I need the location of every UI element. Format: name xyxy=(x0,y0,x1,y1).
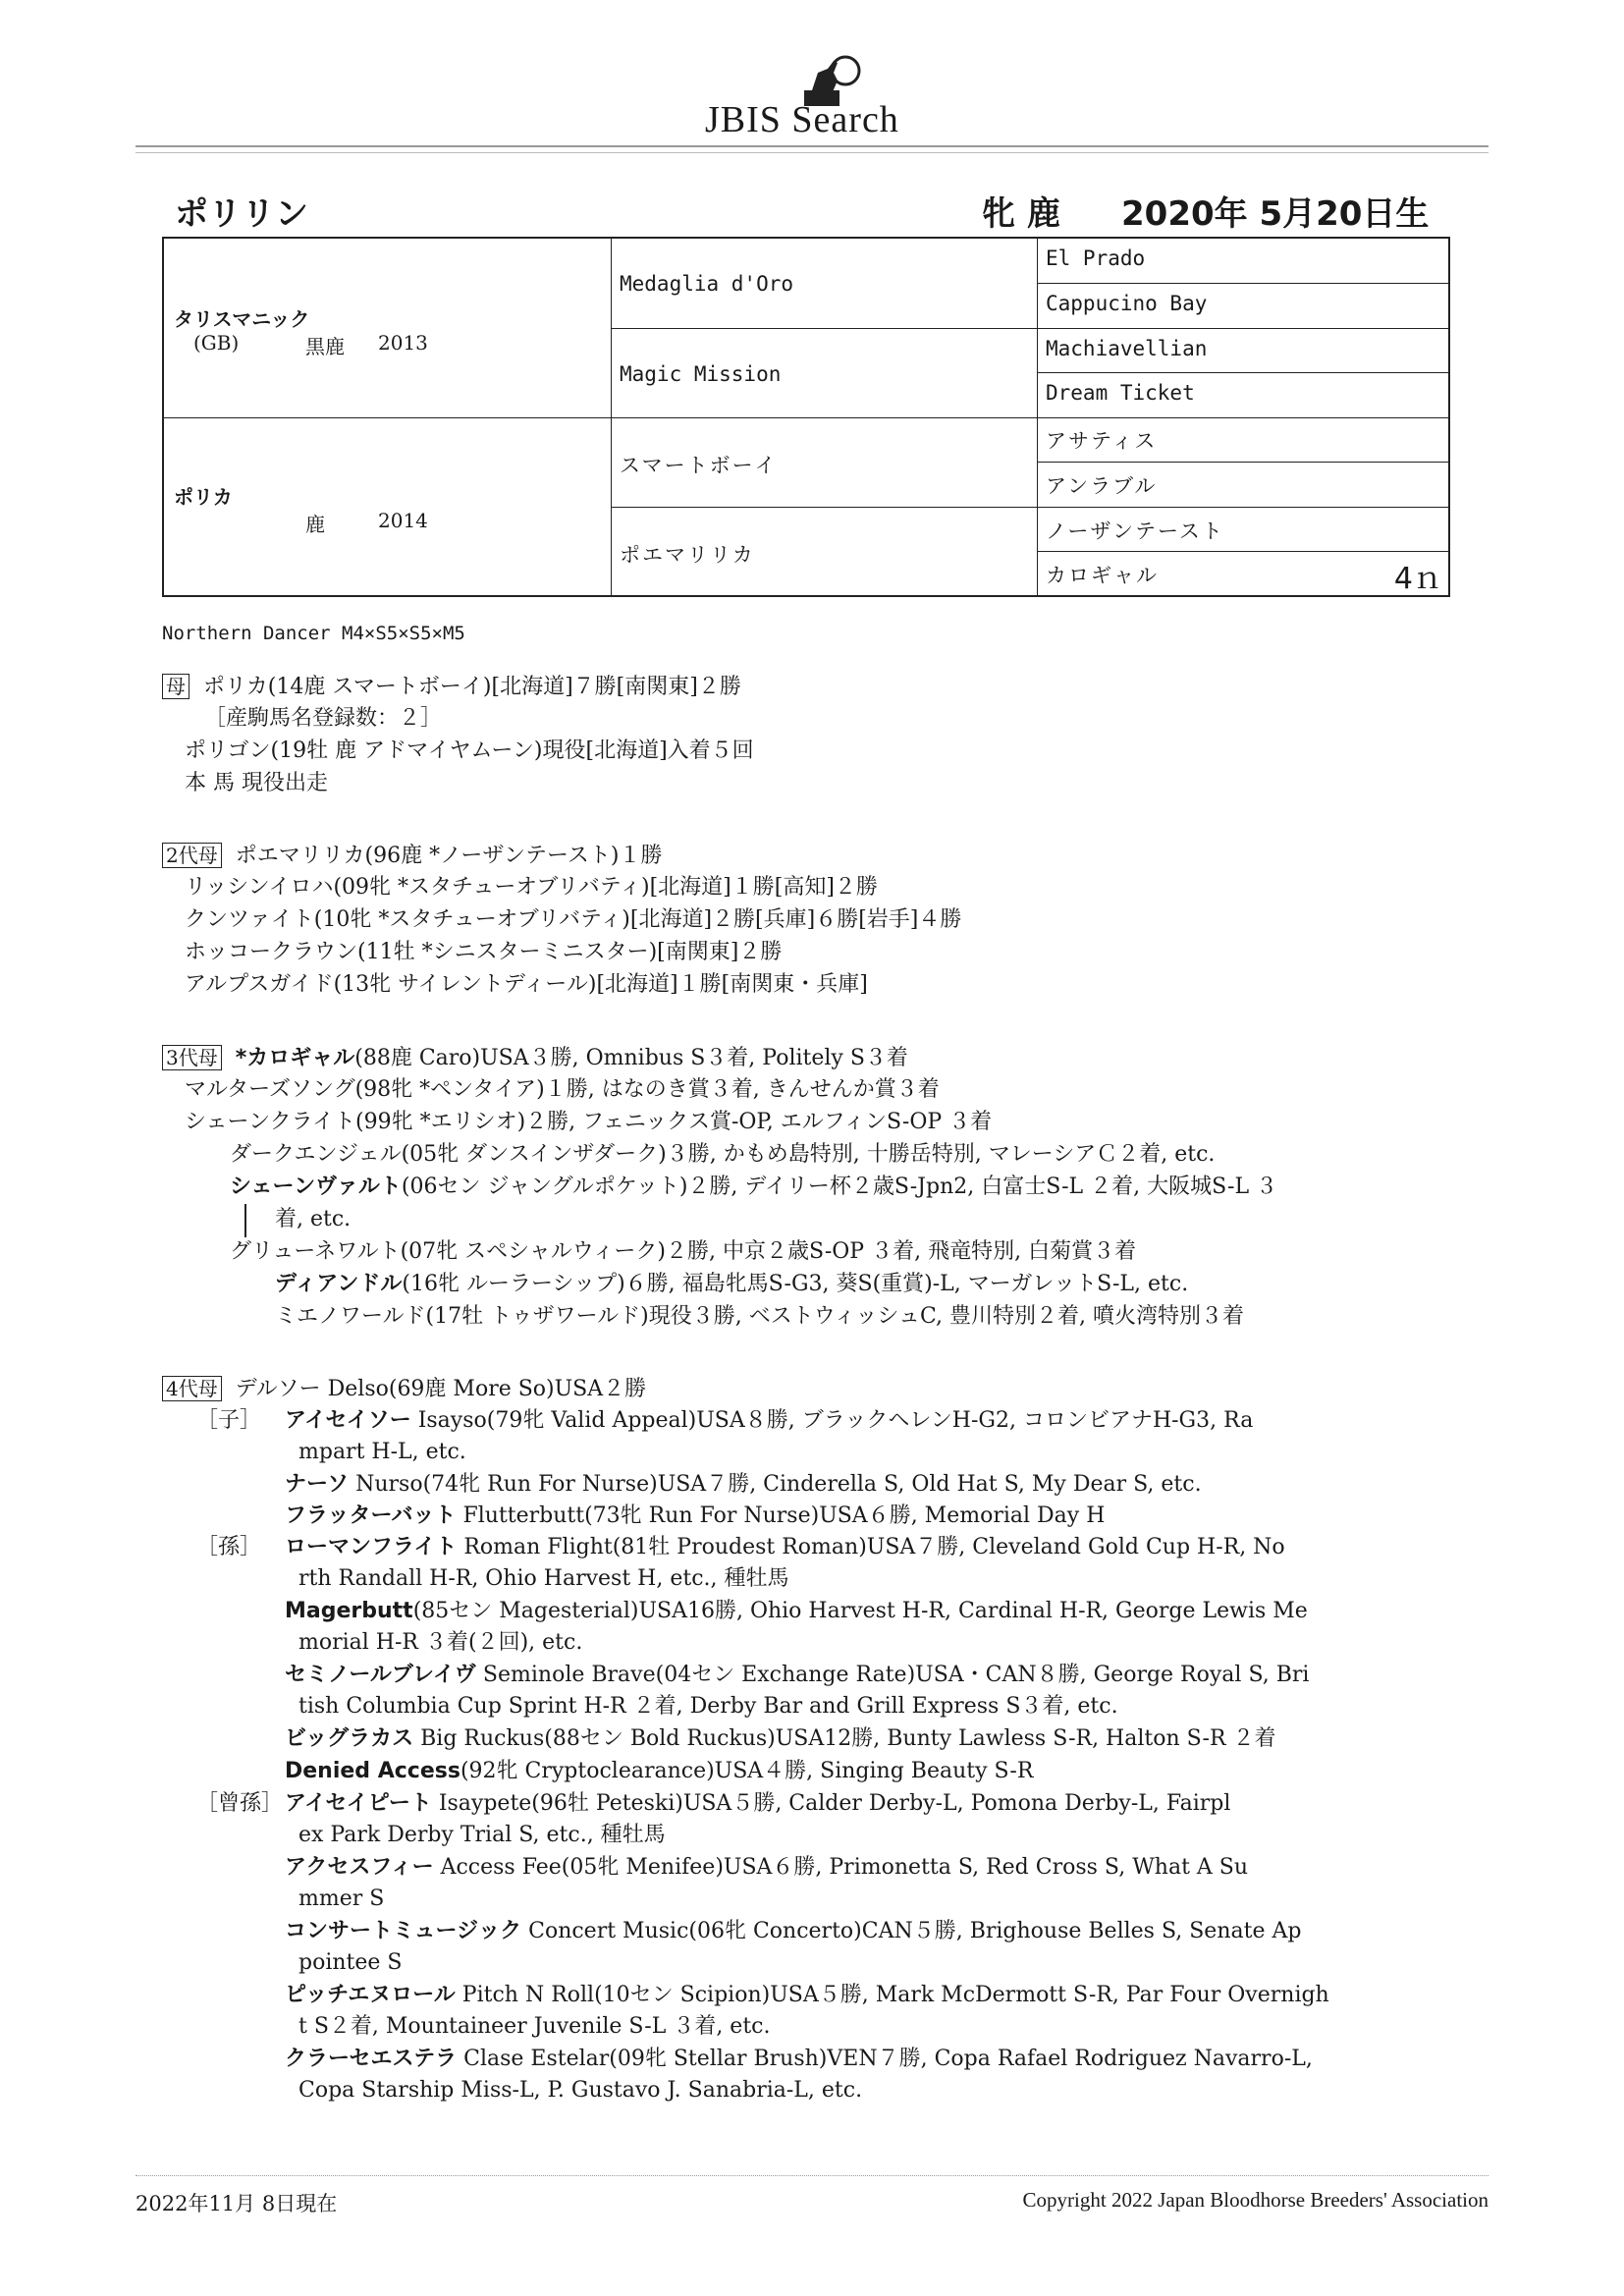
sire-cell xyxy=(164,239,612,418)
gen3-name[interactable]: Dream Ticket xyxy=(1046,381,1195,405)
descendant-line: Copa Starship Miss-L, P. Gustavo J. Sanabria-L, etc. xyxy=(298,2078,863,2103)
gen3-cell xyxy=(1038,373,1448,418)
fourth-dam-section-head xyxy=(162,1374,646,1404)
gen2-cell xyxy=(612,508,1038,595)
line-text: Isaypete(96牡 Peteski)USA５勝, Calder Derby-L, Pomona Derby-L, Fairpl xyxy=(431,1791,1231,1816)
section-line: ポエマリリカ(96鹿 *ノーザンテースト)１勝 xyxy=(235,844,663,868)
descendant-line: t S２着, Mountaineer Juvenile S-L ３着, etc. xyxy=(298,2014,771,2039)
gen3-cell xyxy=(1038,552,1448,595)
dam-section-head xyxy=(162,672,741,702)
bold-name: フラッターバット xyxy=(285,1503,457,1528)
gen3-name[interactable]: ノーザンテースト xyxy=(1046,519,1224,543)
gen3-cell xyxy=(1038,418,1448,463)
bold-name: ビッグラカス xyxy=(285,1726,414,1751)
gen3-cell xyxy=(1038,284,1448,329)
gen3-name[interactable]: El Prado xyxy=(1046,246,1146,270)
sire-year: 2013 xyxy=(378,331,428,355)
gen2-sire-dam[interactable]: Magic Mission xyxy=(620,362,782,386)
line-text: (85セン Magesterial)USA16勝, Ohio Harvest H-R, Cardinal H-R, George Lewis Me xyxy=(412,1599,1308,1623)
descendant-line xyxy=(285,2045,1313,2074)
bold-name: クラーセエステラ xyxy=(285,2047,458,2071)
bold-name: Magerbutt xyxy=(285,1599,413,1623)
gen3-name[interactable]: アンラブル xyxy=(1046,474,1158,498)
gen2-sire-sire[interactable]: Medaglia d'Oro xyxy=(620,272,794,296)
bold-name: ディアンドル xyxy=(275,1272,403,1296)
section-line: 着, etc. xyxy=(275,1207,352,1231)
jbis-search-logo[interactable] xyxy=(705,47,960,141)
sire-origin: (GB) xyxy=(193,331,240,355)
generation-tag: ［曾孫］ xyxy=(196,1791,284,1816)
sex-color: 牝 鹿 xyxy=(982,194,1060,234)
logo-text: JBIS Search xyxy=(705,99,899,140)
generation-tag: ［子］ xyxy=(196,1408,262,1433)
descendant-line xyxy=(285,1502,1105,1531)
gen2-cell xyxy=(612,418,1038,508)
descendant-line: morial H-R ３着(２回), etc. xyxy=(298,1630,583,1655)
copyright: Copyright 2022 Japan Bloodhorse Breeders' Association xyxy=(1022,2188,1489,2212)
section-line: 本 馬 現役出走 xyxy=(185,771,328,795)
dam-name[interactable]: ポリカ xyxy=(174,485,233,509)
section-line: (88鹿 Caro)USA３勝, Omnibus S３着, Politely S３着 xyxy=(354,1046,908,1070)
gen3-name[interactable]: Cappucino Bay xyxy=(1046,292,1208,315)
descendant-line xyxy=(285,1661,1309,1690)
bold-name: セミノールブレイヴ xyxy=(285,1663,476,1687)
gen2-cell xyxy=(612,329,1038,418)
line-text: Seminole Brave(04セン Exchange Rate)USA・CAN８勝, George Royal S, Bri xyxy=(475,1663,1310,1687)
sire-color: 黒鹿 xyxy=(305,335,345,358)
dam-color: 鹿 xyxy=(305,513,325,536)
bold-name: シェーンヴァルト xyxy=(230,1175,402,1199)
descendant-line xyxy=(285,1724,1276,1754)
section-label: 2代母 xyxy=(162,843,222,868)
generation-tag: ［孫］ xyxy=(196,1535,262,1559)
descendant-line xyxy=(285,1853,1248,1883)
gen2-dam-dam[interactable]: ポエマリリカ xyxy=(620,543,755,567)
section-line: ダークエンジェル(05牝 ダンスインザダーク)３勝, かもめ島特別, 十勝岳特別, マレーシアＣ２着, etc. xyxy=(230,1142,1216,1167)
descendant-line xyxy=(285,1470,1202,1500)
gen3-name[interactable]: カロギャル xyxy=(1046,564,1159,587)
gen3-cell xyxy=(1038,239,1448,284)
line-text: Flutterbutt(73牝 Run For Nurse)USA６勝, Memorial Day H xyxy=(456,1503,1106,1528)
dam-year: 2014 xyxy=(378,509,428,532)
line-text: (92牝 Cryptoclearance)USA４勝, Singing Beauty S-R xyxy=(460,1759,1034,1783)
bold-name: Denied Access xyxy=(285,1759,460,1783)
section-line: ポリカ(14鹿 スマートボーイ)[北海道]７勝[南関東]２勝 xyxy=(203,675,741,699)
gen3-cell xyxy=(1038,329,1448,373)
gen3-cell xyxy=(1038,508,1448,552)
descendant-line: mmer S xyxy=(298,1886,385,1911)
line-text: Access Fee(05牝 Menifee)USA６勝, Primonetta S, Red Cross S, What A Su xyxy=(433,1855,1249,1880)
bold-name: アイセイピート xyxy=(285,1791,432,1816)
second-dam-section-head xyxy=(162,841,662,871)
descendant-line xyxy=(285,1917,1301,1946)
line-text: Pitch N Roll(10セン Scipion)USA５勝, Mark McDermott S-R, Par Four Overnigh xyxy=(455,1983,1329,2007)
third-dam-section-head xyxy=(162,1043,908,1073)
section-line-text: (06セン ジャングルポケット)２勝, デイリー杯２歳S-Jpn2, 白富士S-L ２着, 大阪城S-L ３ xyxy=(401,1175,1278,1199)
gen3-name[interactable]: アサティス xyxy=(1046,429,1158,453)
footer-rule xyxy=(135,2175,1489,2176)
birth-date: 2020年 5月20日生 xyxy=(1121,194,1430,234)
descendant-line: pointee S xyxy=(298,1950,403,1975)
section-line: マルターズソング(98牝 *ペンタイア)１勝, はなのき賞３着, きんせんか賞３着 xyxy=(185,1077,940,1102)
header-rule-thin xyxy=(135,152,1489,153)
descendant-line xyxy=(285,1981,1329,2010)
descendant-line xyxy=(285,1757,1033,1786)
lineage-bar xyxy=(244,1204,246,1237)
header-rule xyxy=(135,145,1489,147)
section-line: アルプスガイド(13牝 サイレントディール)[北海道]１勝[南関東・兵庫] xyxy=(185,972,868,997)
descendant-line: rth Randall H-R, Ohio Harvest H, etc., 種牡馬 xyxy=(298,1566,789,1591)
section-line: シェーンクライト(99牝 *エリシオ)２勝, フェニックス賞-OP, エルフィンS-OP ３着 xyxy=(185,1110,993,1134)
dam-cell xyxy=(164,418,612,595)
descendant-line xyxy=(285,1406,1253,1436)
bold-name: ナーソ xyxy=(285,1472,350,1497)
bold-name: アイセイソー xyxy=(285,1408,411,1433)
inbreeding-line: Northern Dancer M4×S5×S5×M5 xyxy=(162,623,465,644)
sire-name[interactable]: タリスマニック xyxy=(174,307,310,331)
gen3-name[interactable]: Machiavellian xyxy=(1046,337,1208,360)
section-label: 母 xyxy=(162,674,189,699)
descendant-line: mpart H-L, etc. xyxy=(298,1440,466,1464)
section-label: 4代母 xyxy=(162,1376,222,1401)
descendant-line xyxy=(285,1597,1308,1626)
horse-name: ポリリン xyxy=(175,194,308,234)
section-line: ポリゴン(19牡 鹿 アドマイヤムーン)現役[北海道]入着５回 xyxy=(185,738,754,763)
section-label: 3代母 xyxy=(162,1045,222,1070)
bold-name: ピッチエヌロール xyxy=(285,1983,456,2007)
descendant-line xyxy=(285,1789,1230,1819)
section-line-text: (16牝 ルーラーシップ)６勝, 福島牝馬S-G3, 葵S(重賞)-L, マーガレットS-L, etc. xyxy=(402,1272,1189,1296)
gen3-cell xyxy=(1038,463,1448,508)
section-line: ［産駒馬名登録数：２］ xyxy=(204,706,443,731)
line-text: Nurso(74牝 Run For Nurse)USA７勝, Cinderella S, Old Hat S, My Dear S, etc. xyxy=(349,1472,1202,1497)
as-of-date: 2022年11月 8日現在 xyxy=(135,2192,338,2215)
descendant-line: ex Park Derby Trial S, etc., 種牡馬 xyxy=(298,1823,666,1847)
section-line xyxy=(275,1270,1188,1299)
line-text: Clase Estelar(09牝 Stellar Brush)VEN７勝, Copa Rafael Rodriguez Navarro-L, xyxy=(457,2047,1313,2071)
line-text: Big Ruckus(88セン Bold Ruckus)USA12勝, Bunty Lawless S-R, Halton S-R ２着 xyxy=(413,1726,1276,1751)
line-text: Isayso(79牝 Valid Appeal)USA８勝, ブラックヘレンH-G2, コロンビアナH-G3, Ra xyxy=(410,1408,1254,1433)
bold-name: ローマンフライト xyxy=(285,1535,458,1559)
line-text: Roman Flight(81牡 Proudest Roman)USA７勝, Cleveland Gold Cup H-R, No xyxy=(457,1535,1285,1559)
descendant-line xyxy=(285,1533,1285,1562)
line-text: Concert Music(06牝 Concerto)CAN５勝, Brighouse Belles S, Senate Ap xyxy=(521,1919,1302,1943)
bold-name: コンサートミュージック xyxy=(285,1919,522,1943)
bold-name: *カロギャル xyxy=(235,1046,355,1070)
gen2-dam-sire[interactable]: スマートボーイ xyxy=(620,454,778,477)
gen2-cell xyxy=(612,239,1038,329)
section-line: ミエノワールド(17牡 トゥザワールド)現役３勝, ベストウィッシュC, 豊川特別２着, 噴火湾特別３着 xyxy=(275,1304,1244,1329)
bold-name: アクセスフィー xyxy=(285,1855,434,1880)
inbreeding-note: 4ｎ xyxy=(1393,562,1442,596)
descendant-line: tish Columbia Cup Sprint H-R ２着, Derby Bar and Grill Express S３着, etc. xyxy=(298,1694,1118,1719)
section-line: デルソー Delso(69鹿 More So)USA２勝 xyxy=(235,1377,647,1401)
section-line: クンツァイト(10牝 *スタチューオブリバティ)[北海道]２勝[兵庫]６勝[岩手]４勝 xyxy=(185,907,962,932)
section-line: グリューネワルト(07牝 スペシャルウィーク)２勝, 中京２歳S-OP ３着, 飛竜特別, 白菊賞３着 xyxy=(230,1239,1137,1264)
section-line xyxy=(230,1173,1277,1202)
pedigree-table xyxy=(162,237,1450,597)
section-line: リッシンイロハ(09牝 *スタチューオブリバティ)[北海道]１勝[高知]２勝 xyxy=(185,875,878,900)
section-line: ホッコークラウン(11牡 *シニスターミニスター)[南関東]２勝 xyxy=(185,940,783,964)
